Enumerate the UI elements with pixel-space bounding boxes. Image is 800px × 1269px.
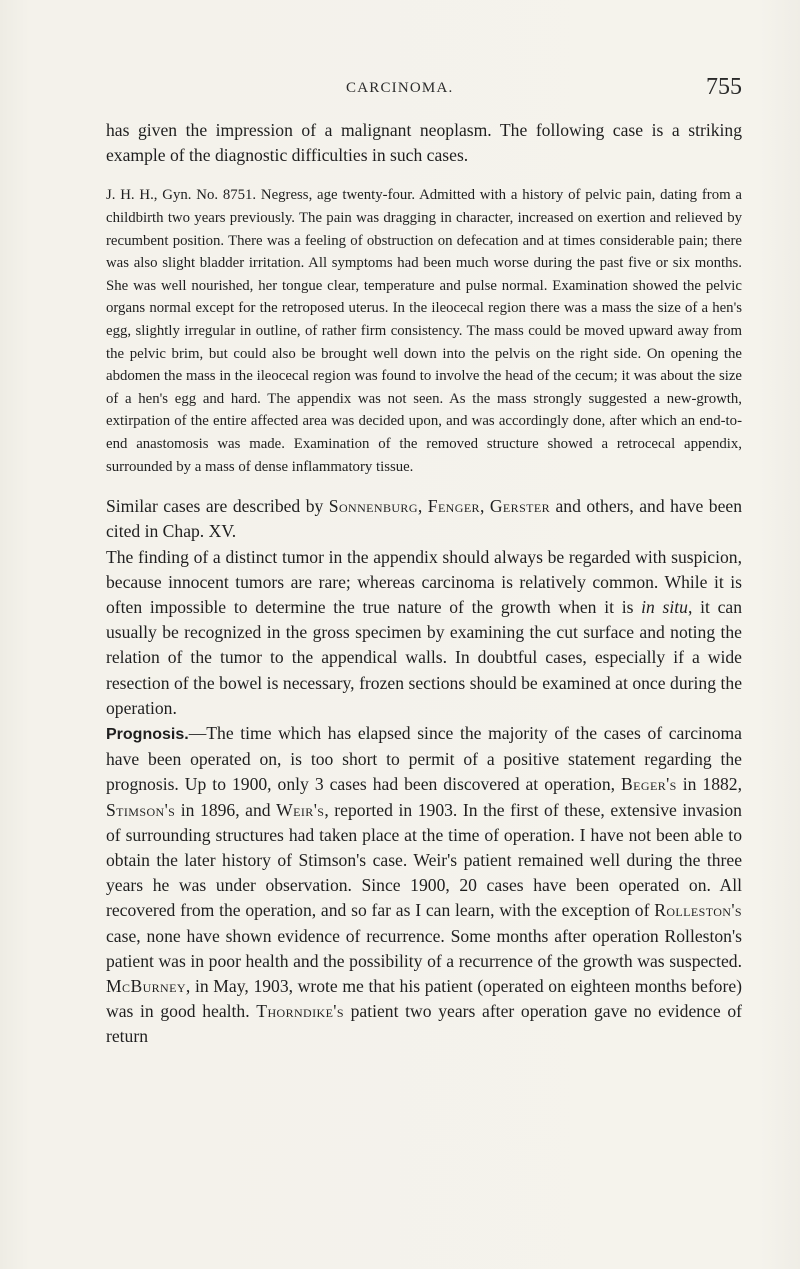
author-name-sonnenburg: Sonnenburg [328,496,418,517]
author-name-mcburney: McBurney [106,975,186,996]
section-heading-prognosis: Prognosis. [106,725,189,743]
author-name-fenger: Fenger [427,496,480,517]
author-name-stimson: Stimson's [106,799,176,820]
text-run: , reported in 1903. In the first of these, extensive invasion of surrounding structures had taken place at the time of operation. I have not been able to obtain the later history of Stimson's case. Weir's patient remained well during the three years he was under observation. Since 1900, 20 cases have been operated on. All recovered from the operation, and so far as I can learn, with the exception of [106,799,742,921]
text-run: The finding of a distinct tumor in the appendix should always be regarded with suspicion, because innocent tumors are rare; whereas carcinoma is relatively common. While it is often impossible to determine the true nature of the growth when it is [106,546,742,617]
text-run: case, none have shown evidence of recurrence. Some months after operation Rolleston's patient was in poor health and the possibility of a recurrence of the growth was suspected. [106,925,742,971]
paragraph-case-report: J. H. H., Gyn. No. 8751. Negress, age twenty-four. Admitted with a history of pelvic pain, dating from a childbirth two years previously. The pain was dragging in character, increased on exertion and relieved by recumbent position. There was a feeling of obstruction on defecation and at times considerable pain; there was also slight bladder irritation. All symptoms had been much worse during the past five or six months. She was well nourished, her tongue clear, temperature and pulse normal. Examination showed the pelvic organs normal except for the retroposed uterus. In the ileocecal region there was a mass the size of a hen's egg, slightly irregular in outline, of rather firm consistency. The mass could be moved upward away from the pelvic brim, but could also be brought well down into the pelvis on the right side. On opening the abdomen the mass in the ileocecal region was found to involve the head of the cecum; it was about the size of a hen's egg and hard. The appendix was not seen. As the mass strongly suggested a new-growth, extirpation of the entire affected area was decided upon, and was accordingly done, after which an end-to-end anastomosis was made. Examination of the removed structure showed a retrocecal appendix, surrounded by a mass of dense inflammatory tissue. [106,187,742,475]
text-run: , [479,496,490,517]
text-run: in 1896, and [175,799,277,820]
text-run: Similar cases are described by [106,496,329,517]
paragraph-intro: has given the impression of a malignant neoplasm. The following case is a striking example of the diagnostic difficulties in such cases. [106,120,742,166]
paragraph-tumor-finding [106,545,742,721]
text-run: , [417,496,428,517]
author-name-beger: Beger's [621,774,677,795]
author-name-thorndike: Thorndike's [256,1001,344,1022]
author-name-weir: Weir's [276,799,325,820]
author-name-gerster: Gerster [489,496,551,517]
text-run: , in May, 1903, wrote me that his patient (operated on eighteen months before) was in good health. [106,975,742,1022]
text-run: , it can usually be recognized in the gross specimen by examining the cut surface and noting the relation of the tumor to the appendical walls. In doubtful cases, especially if a wide resection of the bowel is necessary, frozen sections should be examined at once during the operation. [106,596,743,718]
page-number: 755 [706,74,742,100]
text-run: patient two years after operation gave no evidence of return [106,1001,742,1047]
paragraph-prognosis [106,721,742,1050]
text-run: in 1882, [676,774,742,795]
text-run: —The time which has elapsed since the majority of the cases of carcinoma have been operated on, is too short to permit of a positive statement regarding the prognosis. Up to 1900, only 3 cases had been discovered at operation, [106,722,742,795]
running-head: CARCINOMA. [346,80,454,96]
author-name-rolleston: Rolleston's [654,900,742,921]
paragraph-similar-cases [106,494,742,544]
text-run: and others, and have been cited in Chap. XV. [106,496,742,542]
body-text [106,118,742,1050]
italic-phrase: in situ [641,596,688,617]
page-header [106,74,742,106]
